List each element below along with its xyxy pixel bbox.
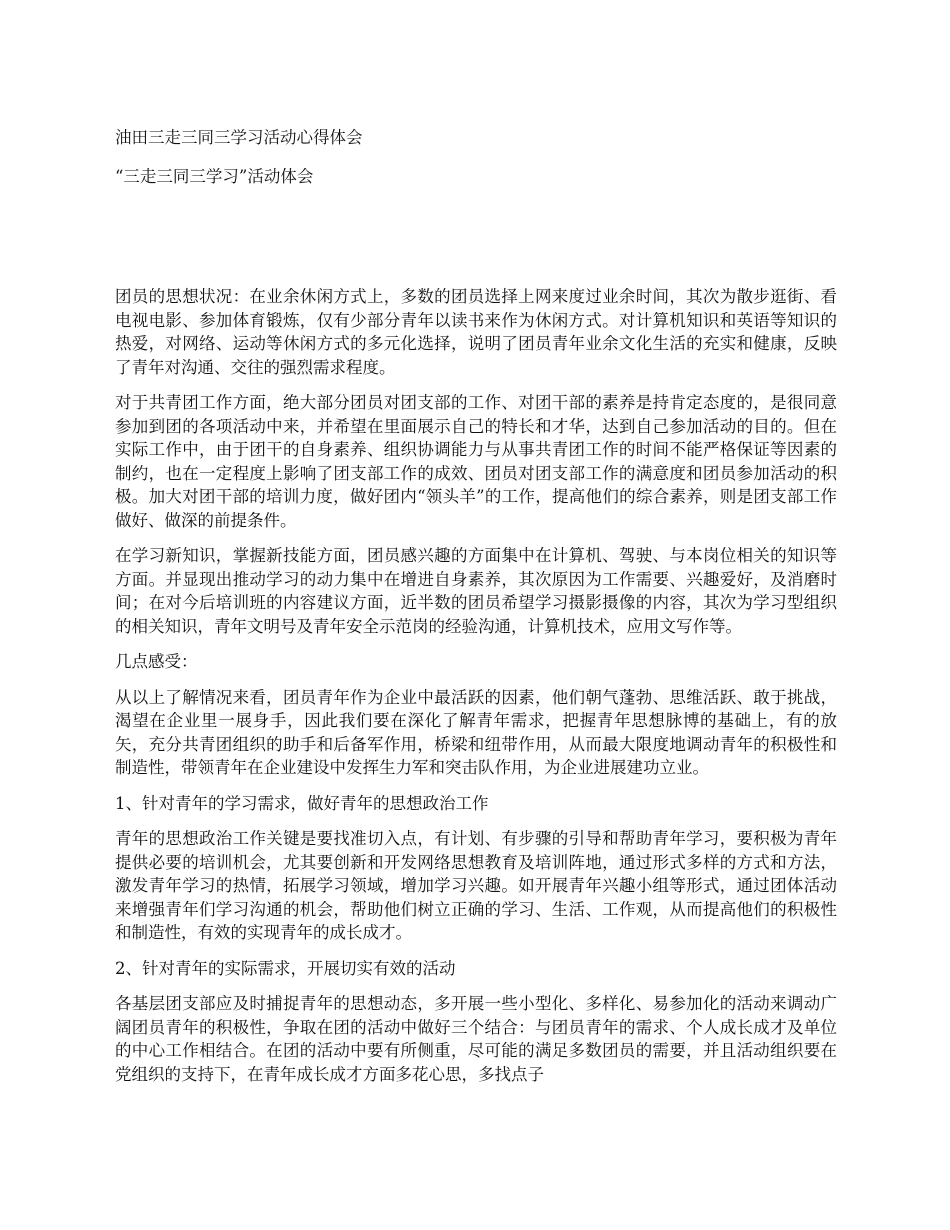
paragraph-thought-status: 团员的思想状况：在业余休闲方式上，多数的团员选择上网来度过业余时间，其次为散步逛街、看电视电影、参加体育锻炼，仅有少部分青年以读书来作为休闲方式。对计算机知识和英语等知识的热爱，对网络、运动等休闲方式的多元化选择，说明了团员青年业余文化生活的充实和健康，反映了青年对沟通、交往的强烈需求程度。 bbox=[115, 287, 837, 377]
paragraph-summary: 从以上了解情况来看，团员青年作为企业中最活跃的因素，他们朝气蓬勃、思维活跃、敢于挑战，渴望在企业里一展身手，因此我们要在深化了解青年需求，把握青年思想脉博的基础上，有的放矢，充分共青团组织的助手和后备军作用，桥梁和纽带作用，从而最大限度地调动青年的积极性和制造性，带领青年在企业建设中发挥生力军和突击队作用，为企业进展建功立业。 bbox=[115, 687, 837, 777]
document-body bbox=[115, 126, 837, 1098]
paragraph-effective-activities: 各基层团支部应及时捕捉青年的思想动态，多开展一些小型化、多样化、易参加化的活动来调动广阔团员青年的积极性，争取在团的活动中做好三个结合：与团员青年的需求、个人成长成才及单位的中心工作相结合。在团的活动中要有所侧重，尽可能的满足多数团员的需要，并且活动组织要在党组织的支持下，在青年成长成才方面多花心思，多找点子 bbox=[115, 994, 837, 1084]
paragraph-heading-feelings: 几点感受： bbox=[115, 652, 198, 671]
paragraph-league-work: 对于共青团工作方面，绝大部分团员对团支部的工作、对团干部的素养是持肯定态度的，是很同意参加到团的各项活动中来，并希望在里面展示自己的特长和才华，达到自己参加活动的目的。但在实际工作中，由于团干的自身素养、组织协调能力与从事共青团工作的时间不能严格保证等因素的制约，也在一定程度上影响了团支部工作的成效、团员对团支部工作的满意度和团员参加活动的积极。加大对团干部的培训力度，做好团内“领头羊”的工作，提高他们的综合素养，则是团支部工作做好、做深的前提条件。 bbox=[115, 393, 837, 530]
paragraph-political-work: 青年的思想政治工作关键是要找准切入点，有计划、有步骤的引导和帮助青年学习，要积极为青年提供必要的培训机会，尤其要创新和开发网络思想教育及培训阵地，通过形式多样的方式和方法，激发青年学习的热情，拓展学习领域，增加学习兴趣。如开展青年兴趣小组等形式，通过团体活动来增强青年们学习沟通的机会，帮助他们树立正确的学习、生活、工作观，从而提高他们的积极性和制造性，有效的实现青年的成长成才。 bbox=[115, 829, 837, 942]
document-title: 油田三走三同三学习活动心得体会 bbox=[115, 128, 363, 147]
section-heading-1: 1、针对青年的学习需求，做好青年的思想政治工作 bbox=[115, 793, 489, 813]
paragraph-learning-skills: 在学习新知识，掌握新技能方面，团员感兴趣的方面集中在计算机、驾驶、与本岗位相关的知识等方面。并显现出推动学习的动力集中在增进自身素养，其次原因为工作需要、兴趣爱好，及消磨时间；在对今后培训班的内容建议方面，近半数的团员希望学习摄影摄像的内容，其次为学习型组织的相关知识，青年文明号及青年安全示范岗的经验沟通，计算机技术，应用文写作等。 bbox=[115, 546, 837, 636]
document-subtitle: “三走三同三学习”活动体会 bbox=[115, 167, 314, 186]
section-heading-2: 2、针对青年的实际需求，开展切实有效的活动 bbox=[115, 958, 456, 978]
